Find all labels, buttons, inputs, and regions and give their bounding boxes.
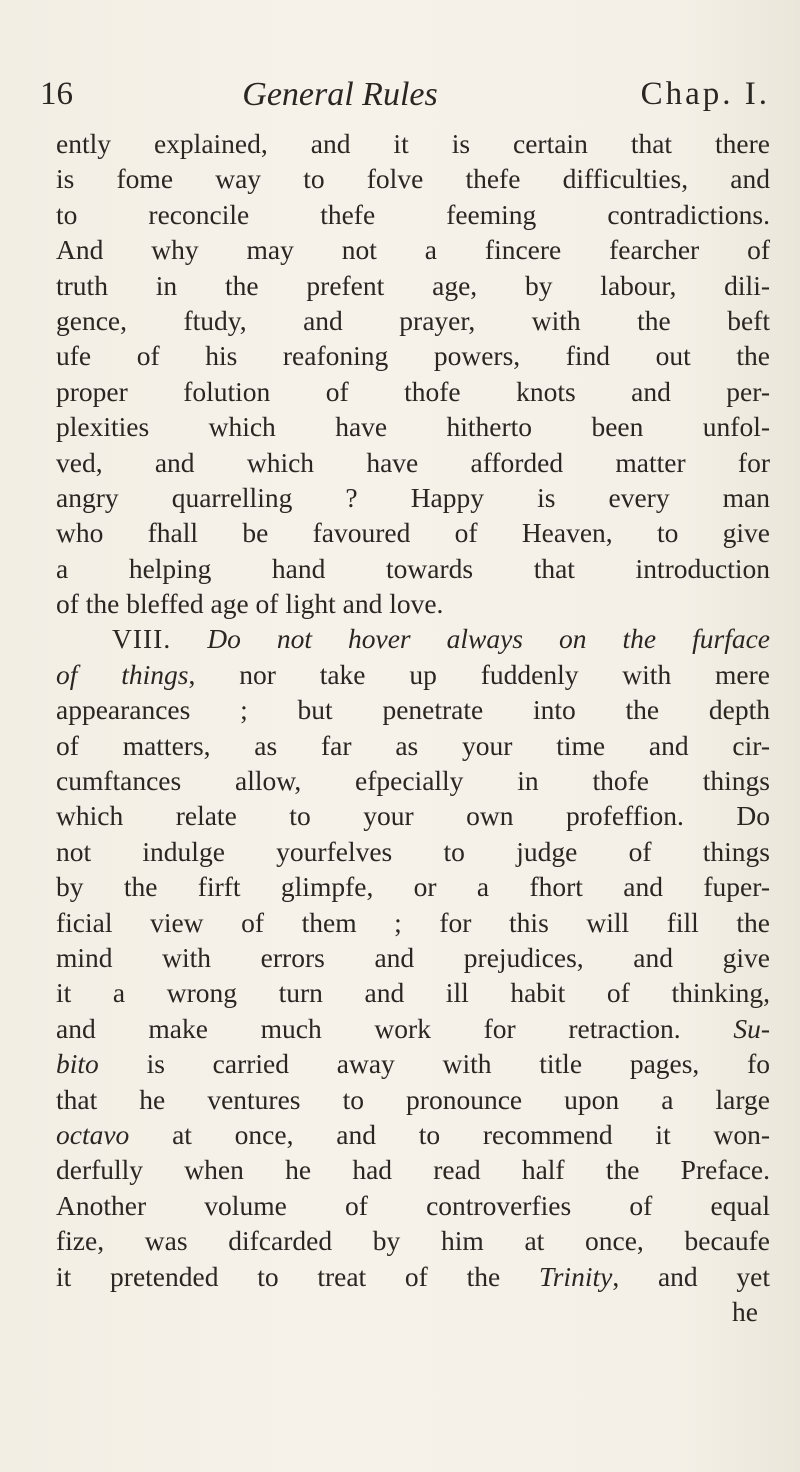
text-fragment: at once, and to recommend it won- (129, 1118, 770, 1150)
catchword: he (732, 1295, 758, 1327)
body-text (56, 126, 770, 1329)
section-heading-italic: Do not hover always on the furface (207, 623, 771, 655)
section-numeral: VIII. (112, 623, 172, 655)
text-line: truth in the prefent age, by labour, dili- (56, 269, 770, 301)
text-line: of the bleffed age of light and love. (56, 588, 444, 620)
text-fragment: , and yet (612, 1260, 770, 1292)
text-line: that he ventures to pronounce upon a large (56, 1083, 770, 1115)
text-line: derfully when he had read half the Preface. (56, 1154, 770, 1186)
text-fragment: , nor take up fuddenly with mere (188, 658, 770, 690)
text-line: of matters, as far as your time and cir- (56, 729, 770, 761)
text-line: fize, was difcarded by him at once, becaufe (56, 1225, 770, 1257)
italic-word-subito-continued: bito (56, 1048, 99, 1080)
text-line: mind with errors and prejudices, and give (56, 941, 770, 973)
text-line: angry quarrelling ? Happy is every man (56, 481, 770, 513)
text-line: ently explained, and it is certain that there (56, 128, 770, 159)
section-heading-italic-continued: of things (56, 658, 189, 690)
text-line: ved, and which have afforded matter for (56, 446, 770, 478)
text-line (56, 1046, 770, 1081)
text-line: not indulge yourfelves to judge of things (56, 835, 770, 867)
text-line (56, 1011, 770, 1046)
text-line: appearances ; but penetrate into the depth (56, 694, 770, 726)
text-fragment: and make much work for retraction. (56, 1012, 681, 1044)
text-line: a helping hand towards that introduction (56, 552, 770, 584)
text-line: proper folution of thofe knots and per- (56, 375, 770, 407)
text-line (56, 1117, 770, 1152)
text-line: by the firft glimpfe, or a fhort and fuper- (56, 871, 770, 903)
text-line: it a wrong turn and ill habit of thinking, (56, 977, 770, 1009)
text-line: cumftances allow, efpecially in thofe things (56, 765, 770, 797)
text-line (56, 657, 770, 692)
text-line: gence, ftudy, and prayer, with the beft (56, 304, 770, 336)
text-line: plexities which have hitherto been unfol- (56, 411, 770, 443)
page-header (40, 76, 780, 126)
text-line: which relate to your own profeffion. Do (56, 800, 770, 832)
italic-word-octavo: octavo (56, 1118, 130, 1150)
text-line: ufe of his reafoning powers, find out the (56, 340, 770, 372)
italic-word-subito: Su- (733, 1012, 771, 1044)
text-line: ficial view of them ; for this will fill the (56, 906, 770, 938)
text-line: to reconcile thefe feeming contradictions. (56, 198, 770, 230)
text-line: who fhall be favoured of Heaven, to give (56, 517, 770, 549)
text-line (56, 1259, 770, 1294)
page-number: 16 (40, 76, 73, 112)
text-line: is fome way to folve thefe difficulties, and (56, 163, 770, 195)
text-line: Another volume of controverfies of equal (56, 1189, 770, 1221)
text-fragment: is carried away with title pages, fo (98, 1048, 770, 1080)
running-title: General Rules (242, 76, 438, 113)
chapter-label: Chap. I. (640, 76, 770, 112)
section-heading-line (56, 621, 770, 656)
text-fragment: it pretended to treat of the (56, 1260, 539, 1292)
text-line: And why may not a fincere fearcher of (56, 234, 770, 266)
italic-word-trinity: Trinity (538, 1260, 613, 1292)
